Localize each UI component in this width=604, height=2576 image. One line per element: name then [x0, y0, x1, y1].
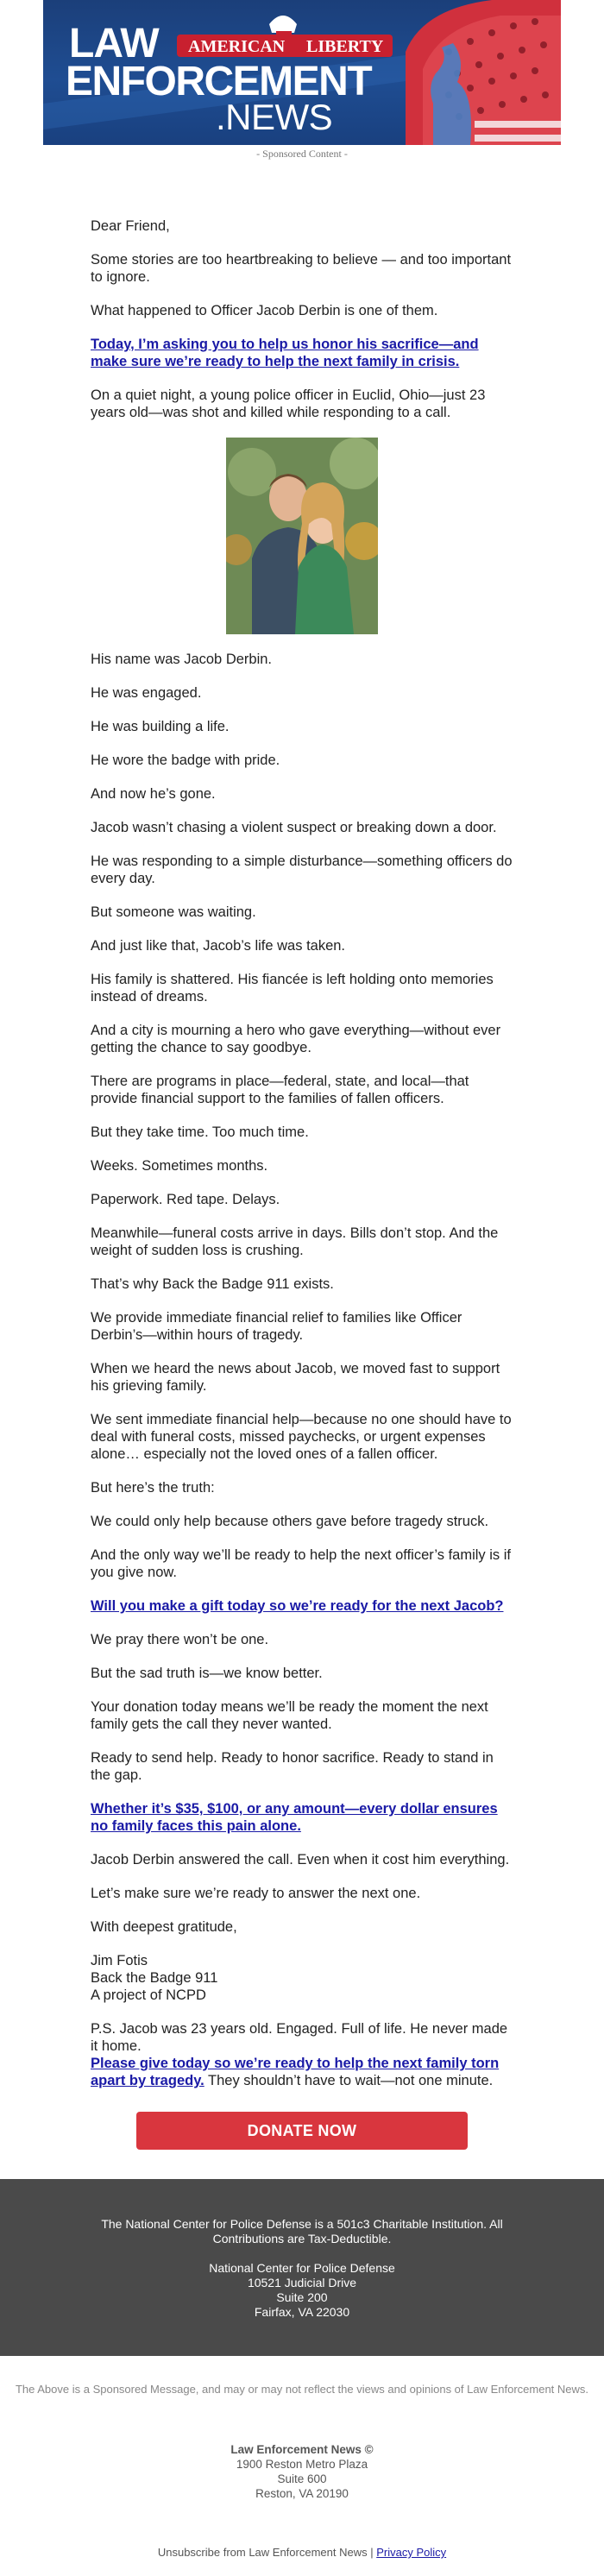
paragraph: And a city is mourning a hero who gave everything—without ever getting the chance to say goodbye. — [91, 1023, 501, 1055]
banner-graphic — [43, 0, 561, 145]
paragraph: But the sad truth is—we know better. — [91, 1666, 323, 1681]
officer-couple-photo — [226, 438, 378, 634]
publisher-address-line: Suite 600 — [277, 2472, 327, 2485]
brand-text-b: LIBERTY — [306, 37, 384, 56]
postscript — [91, 2020, 513, 2089]
paragraph: Meanwhile—funeral costs arrive in days. Bills don’t stop. And the weight of sudden loss is crushing. — [91, 1225, 499, 1258]
paragraph: Weeks. Sometimes months. — [91, 1158, 268, 1174]
paragraph: Paperwork. Red tape. Delays. — [91, 1192, 280, 1207]
paragraph: Jacob wasn’t chasing a violent suspect or breaking down a door. — [91, 820, 497, 835]
paragraph: Jacob Derbin answered the call. Even when it cost him everything. — [91, 1852, 510, 1867]
signature-org: Back the Badge 911 — [91, 1970, 218, 1986]
donate-now-button[interactable]: DONATE NOW — [136, 2112, 468, 2150]
paragraph: We pray there won’t be one. — [91, 1632, 269, 1647]
banner-title-line2: ENFORCEMENT — [66, 59, 372, 104]
banner-title-line3: .NEWS — [216, 97, 333, 137]
postscript-text: P.S. Jacob was 23 years old. Engaged. Full of life. He never made it home. — [91, 2021, 508, 2054]
footer-line: The National Center for Police Defense is a 501c3 Charitable Institution. All — [101, 2217, 503, 2231]
brand-badge — [177, 16, 393, 57]
footer-charity-info — [0, 2179, 604, 2356]
signature-block — [91, 1952, 513, 2004]
signature-project: A project of NCPD — [91, 1987, 206, 2003]
paragraph: We could only help because others gave before tragedy struck. — [91, 1514, 489, 1529]
donate-link-honor[interactable]: Today, I’m asking you to help us honor his sacrifice—and make sure we’re ready to help the next family in crisis. — [91, 337, 479, 369]
paragraph: Let’s make sure we’re ready to answer the next one. — [91, 1886, 421, 1901]
header-banner — [43, 0, 561, 145]
footer-org-name: National Center for Police Defense — [209, 2261, 395, 2275]
paragraph: On a quiet night, a young police officer in Euclid, Ohio—just 23 years old—was shot and killed while responding to a call. — [91, 387, 486, 420]
paragraph: When we heard the news about Jacob, we moved fast to support his grieving family. — [91, 1361, 500, 1394]
paragraph: He was responding to a simple disturbance—something officers do every day. — [91, 853, 513, 886]
banner-title-line1: LAW — [69, 21, 159, 66]
postscript-tail: They shouldn’t have to wait—not one minute. — [204, 2073, 494, 2088]
unsubscribe-link[interactable]: Unsubscribe from Law Enforcement News — [157, 2546, 368, 2559]
paragraph: And now he’s gone. — [91, 786, 216, 802]
donate-link-any-amount[interactable]: Whether it’s $35, $100, or any amount—every dollar ensures no family faces this pain alone. — [91, 1801, 498, 1834]
paragraph: His family is shattered. His fiancée is left holding onto memories instead of dreams. — [91, 972, 494, 1005]
unsubscribe-bar — [0, 2546, 604, 2576]
donate-button-wrap — [0, 2112, 604, 2150]
sponsored-content-label: - Sponsored Content - — [256, 148, 348, 160]
paragraph: But someone was waiting. — [91, 904, 256, 920]
donate-link-ps[interactable]: Please give today so we’re ready to help the next family torn apart by tragedy. — [91, 2056, 500, 2088]
footer-line: Contributions are Tax-Deductible. — [212, 2232, 392, 2245]
greeting: Dear Friend, — [91, 218, 170, 234]
footer-address-line: Fairfax, VA 22030 — [254, 2305, 350, 2319]
publisher-address-line: Reston, VA 20190 — [255, 2487, 349, 2500]
sponsored-disclaimer: The Above is a Sponsored Message, and may or may not reflect the views and opinions of Law Enforcement News. — [15, 2383, 589, 2396]
paragraph: Some stories are too heartbreaking to believe — and too important to ignore. — [91, 252, 512, 285]
paragraph: Ready to send help. Ready to honor sacrifice. Ready to stand in the gap. — [91, 1750, 494, 1783]
paragraph: He wore the badge with pride. — [91, 753, 280, 768]
flag-silhouette-graphic — [406, 0, 561, 145]
paragraph: What happened to Officer Jacob Derbin is one of them. — [91, 303, 438, 318]
paragraph: We sent immediate financial help—because no one should have to deal with funeral costs, missed paychecks, or urgent expenses alone… especially not the loved ones of a fallen officer. — [91, 1412, 512, 1462]
paragraph: His name was Jacob Derbin. — [91, 652, 273, 667]
paragraph: But they take time. Too much time. — [91, 1124, 309, 1140]
paragraph: That’s why Back the Badge 911 exists. — [91, 1276, 334, 1292]
letter-body — [91, 217, 513, 2089]
privacy-policy-link[interactable]: Privacy Policy — [376, 2546, 447, 2559]
footer-address-line: 10521 Judicial Drive — [247, 2276, 357, 2289]
paragraph: He was engaged. — [91, 685, 202, 701]
footer-address-line: Suite 200 — [276, 2290, 328, 2304]
paragraph: And the only way we’ll be ready to help the next officer’s family is if you give now. — [91, 1547, 511, 1580]
paragraph: And just like that, Jacob’s life was taken. — [91, 938, 346, 954]
donate-link-next-jacob[interactable]: Will you make a gift today so we’re ready for the next Jacob? — [91, 1598, 504, 1614]
signature-name: Jim Fotis — [91, 1953, 148, 1968]
paragraph: Your donation today means we’ll be ready the moment the next family gets the call they never wanted. — [91, 1699, 488, 1732]
publisher-address — [0, 2442, 604, 2501]
publisher-name: Law Enforcement News © — [230, 2443, 374, 2456]
paragraph: There are programs in place—federal, state, and local—that provide financial support to the families of fallen officers. — [91, 1074, 469, 1106]
paragraph: We provide immediate financial relief to families like Officer Derbin’s—within hours of tragedy. — [91, 1310, 462, 1343]
publisher-address-line: 1900 Reston Metro Plaza — [236, 2458, 368, 2471]
paragraph: With deepest gratitude, — [91, 1919, 237, 1935]
paragraph: But here’s the truth: — [91, 1480, 215, 1496]
unsubscribe-separator: | — [367, 2546, 377, 2559]
brand-text-a: AMERICAN — [188, 37, 286, 56]
paragraph: He was building a life. — [91, 719, 230, 734]
